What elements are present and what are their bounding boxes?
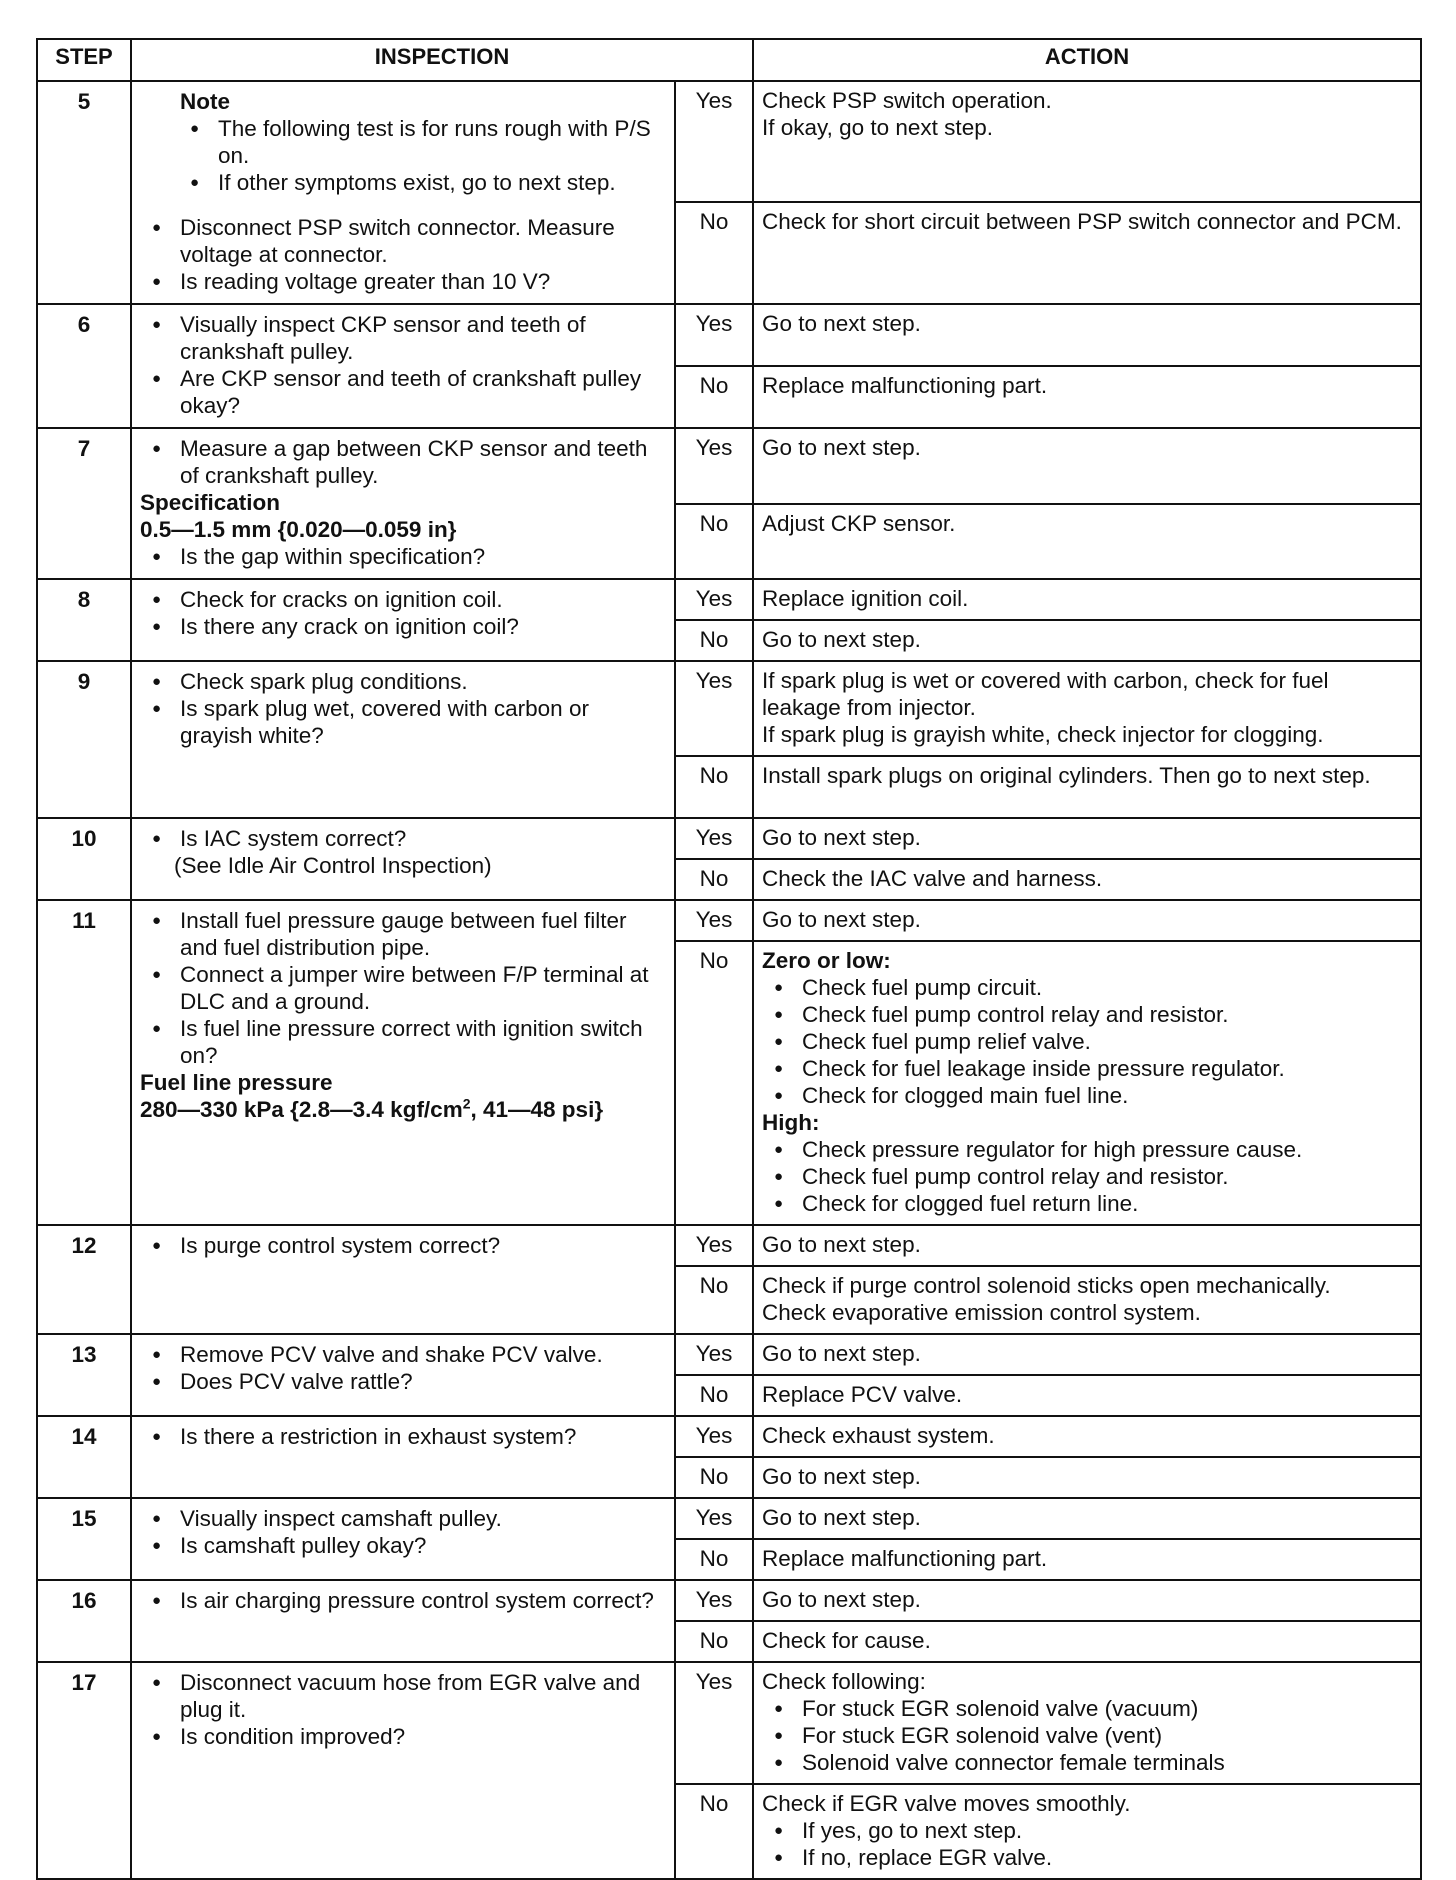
inspection-cell [131, 1416, 675, 1498]
answer-yes: Yes [675, 81, 753, 202]
step-number: 9 [37, 661, 131, 818]
action-yes [753, 304, 1421, 366]
step-number: 14 [37, 1416, 131, 1498]
action-text: Check exhaust system. [762, 1423, 995, 1448]
answer-no: No [675, 756, 753, 818]
note-heading: Note [180, 89, 230, 114]
action-text: Install spark plugs on original cylinders. Then go to next step. [762, 763, 1371, 788]
step-row [37, 1662, 1421, 1784]
action-item: ● Check for clogged fuel return line. [762, 1190, 1412, 1217]
inspection-item: ● Is reading voltage greater than 10 V? [140, 268, 666, 295]
condition-heading: Zero or low: [762, 948, 891, 973]
inspection-item: ● Is there a restriction in exhaust system? [140, 1423, 666, 1450]
action-text: Replace malfunctioning part. [762, 373, 1048, 398]
inspection-cell [131, 81, 675, 304]
step-row [37, 304, 1421, 366]
action-text: Go to next step. [762, 1341, 921, 1366]
action-text: Go to next step. [762, 1464, 921, 1489]
inspection-cell [131, 304, 675, 428]
inspection-item: ● Is spark plug wet, covered with carbon or grayish white? [140, 695, 666, 749]
action-no [753, 756, 1421, 818]
step-number: 6 [37, 304, 131, 428]
inspection-cell [131, 1662, 675, 1879]
step-number: 16 [37, 1580, 131, 1662]
inspection-item: ● Is IAC system correct? [140, 825, 666, 852]
inspection-cell [131, 1225, 675, 1334]
action-item: ● If yes, go to next step. [762, 1817, 1412, 1844]
action-text: Check following: [762, 1669, 926, 1694]
inspection-cell [131, 1498, 675, 1580]
inspection-item: ● Is there any crack on ignition coil? [140, 613, 666, 640]
action-text: Go to next step. [762, 907, 921, 932]
answer-no: No [675, 366, 753, 428]
answer-no: No [675, 202, 753, 304]
action-item: ● If no, replace EGR valve. [762, 1844, 1412, 1871]
step-number: 10 [37, 818, 131, 900]
action-no [753, 620, 1421, 661]
action-yes [753, 81, 1421, 202]
answer-no: No [675, 1375, 753, 1416]
inspection-item: ● Visually inspect camshaft pulley. [140, 1505, 666, 1532]
action-no [753, 366, 1421, 428]
action-yes [753, 661, 1421, 756]
step-row [37, 1225, 1421, 1266]
spec-value: 280—330 kPa {2.8—3.4 kgf/$cm^2$, 41—48 psi} [140, 1095, 604, 1122]
action-text: Check for short circuit between PSP switch connector and PCM. [762, 208, 1402, 234]
action-yes [753, 1498, 1421, 1539]
action-text: Replace PCV valve. [762, 1382, 963, 1407]
action-item: ● Check for fuel leakage inside pressure regulator. [762, 1055, 1412, 1082]
step-row [37, 661, 1421, 756]
action-text: Check if purge control solenoid sticks open mechanically. [762, 1273, 1331, 1298]
header-inspection: INSPECTION [131, 39, 753, 81]
answer-yes: Yes [675, 818, 753, 859]
action-no [753, 1457, 1421, 1498]
action-yes [753, 900, 1421, 941]
step-row [37, 428, 1421, 504]
inspection-item: ● Measure a gap between CKP sensor and teeth of crankshaft pulley. [140, 435, 666, 489]
inspection-item: ● Check for cracks on ignition coil. [140, 586, 666, 613]
action-yes [753, 428, 1421, 504]
answer-yes: Yes [675, 1334, 753, 1375]
action-text: Go to next step. [762, 825, 921, 850]
action-text: Adjust CKP sensor. [762, 510, 956, 536]
answer-yes: Yes [675, 428, 753, 504]
action-yes [753, 1334, 1421, 1375]
action-text: Check for cause. [762, 1628, 931, 1653]
note-item: ● If other symptoms exist, go to next step. [140, 169, 666, 196]
inspection-item: ● Is camshaft pulley okay? [140, 1532, 666, 1559]
step-row [37, 1334, 1421, 1375]
action-no [753, 941, 1421, 1225]
inspection-cell [131, 1580, 675, 1662]
action-no [753, 504, 1421, 580]
step-row [37, 1416, 1421, 1457]
action-item: ● Check for clogged main fuel line. [762, 1082, 1412, 1109]
action-text: Check if EGR valve moves smoothly. [762, 1791, 1131, 1816]
action-item: ● For stuck EGR solenoid valve (vacuum) [762, 1695, 1412, 1722]
action-yes [753, 818, 1421, 859]
inspection-cell [131, 818, 675, 900]
answer-yes: Yes [675, 579, 753, 620]
action-no [753, 1784, 1421, 1879]
step-number: 11 [37, 900, 131, 1225]
answer-no: No [675, 1621, 753, 1662]
answer-no: No [675, 620, 753, 661]
action-item: ● Check pressure regulator for high pressure cause. [762, 1136, 1412, 1163]
action-item: ● For stuck EGR solenoid valve (vent) [762, 1722, 1412, 1749]
action-text: Go to next step. [762, 435, 921, 460]
inspection-reference: (See Idle Air Control Inspection) [174, 853, 492, 878]
diagnostic-document [36, 38, 1420, 1880]
step-number: 8 [37, 579, 131, 661]
action-item: ● Solenoid valve connector female terminals [762, 1749, 1412, 1776]
action-item: ● Check fuel pump circuit. [762, 974, 1412, 1001]
action-item: ● Check fuel pump control relay and resistor. [762, 1001, 1412, 1028]
answer-no: No [675, 1539, 753, 1580]
action-text: Go to next step. [762, 1232, 921, 1257]
inspection-item: ● Is fuel line pressure correct with ignition switch on? [140, 1015, 666, 1069]
answer-no: No [675, 941, 753, 1225]
header-row [37, 39, 1421, 81]
action-no [753, 1375, 1421, 1416]
action-text: Go to next step. [762, 311, 921, 336]
action-text: Replace ignition coil. [762, 586, 969, 611]
action-text: Go to next step. [762, 1505, 921, 1530]
inspection-item: ● Disconnect vacuum hose from EGR valve and plug it. [140, 1669, 666, 1723]
action-text: Check evaporative emission control system. [762, 1300, 1201, 1325]
answer-yes: Yes [675, 1225, 753, 1266]
step-number: 17 [37, 1662, 131, 1879]
action-yes [753, 579, 1421, 620]
step-row [37, 900, 1421, 941]
action-yes [753, 1580, 1421, 1621]
answer-no: No [675, 504, 753, 580]
step-row [37, 579, 1421, 620]
inspection-item: ● Visually inspect CKP sensor and teeth of crankshaft pulley. [140, 311, 666, 365]
action-yes [753, 1662, 1421, 1784]
action-text: If okay, go to next step. [762, 115, 993, 140]
action-no [753, 859, 1421, 900]
step-row [37, 1498, 1421, 1539]
inspection-item: ● Remove PCV valve and shake PCV valve. [140, 1341, 666, 1368]
inspection-item: ● Is condition improved? [140, 1723, 666, 1750]
inspection-item: ● Does PCV valve rattle? [140, 1368, 666, 1395]
header-step: STEP [37, 39, 131, 81]
step-number: 12 [37, 1225, 131, 1334]
inspection-cell [131, 579, 675, 661]
action-no [753, 1539, 1421, 1580]
inspection-item: ● Is air charging pressure control system correct? [140, 1587, 666, 1614]
action-text: Replace malfunctioning part. [762, 1546, 1048, 1571]
step-number: 15 [37, 1498, 131, 1580]
step-number: 13 [37, 1334, 131, 1416]
inspection-item: ● Install fuel pressure gauge between fuel filter and fuel distribution pipe. [140, 907, 666, 961]
answer-no: No [675, 859, 753, 900]
answer-yes: Yes [675, 1580, 753, 1621]
action-item: ● Check fuel pump relief valve. [762, 1028, 1412, 1055]
action-text: Check the IAC valve and harness. [762, 866, 1103, 891]
answer-yes: Yes [675, 1416, 753, 1457]
answer-yes: Yes [675, 1662, 753, 1784]
step-row [37, 818, 1421, 859]
header-action: ACTION [753, 39, 1421, 81]
action-item: ● Check fuel pump control relay and resistor. [762, 1163, 1412, 1190]
step-number: 7 [37, 428, 131, 579]
note-item: ● The following test is for runs rough with P/S on. [140, 115, 666, 169]
inspection-item: ● Are CKP sensor and teeth of crankshaft pulley okay? [140, 365, 666, 419]
action-text: Go to next step. [762, 627, 921, 652]
action-yes [753, 1225, 1421, 1266]
step-row [37, 1580, 1421, 1621]
answer-yes: Yes [675, 661, 753, 756]
action-no [753, 1266, 1421, 1334]
answer-yes: Yes [675, 900, 753, 941]
action-text: Check PSP switch operation. [762, 88, 1052, 113]
inspection-item: ● Is the gap within specification? [140, 543, 666, 570]
answer-yes: Yes [675, 304, 753, 366]
step-row [37, 81, 1421, 202]
action-yes [753, 1416, 1421, 1457]
action-no [753, 202, 1421, 304]
step-number: 5 [37, 81, 131, 304]
diagnostic-table [36, 38, 1422, 1880]
inspection-item: ● Disconnect PSP switch connector. Measure voltage at connector. [140, 214, 666, 268]
inspection-item: ● Check spark plug conditions. [140, 668, 666, 695]
condition-heading: High: [762, 1110, 820, 1135]
spec-value: 0.5—1.5 mm {0.020—0.059 in} [140, 517, 457, 542]
action-text: If spark plug is wet or covered with carbon, check for fuel leakage from injector. [762, 668, 1329, 720]
answer-no: No [675, 1457, 753, 1498]
inspection-cell [131, 900, 675, 1225]
inspection-item: ● Connect a jumper wire between F/P terminal at DLC and a ground. [140, 961, 666, 1015]
action-text: Go to next step. [762, 1587, 921, 1612]
answer-no: No [675, 1266, 753, 1334]
inspection-item: ● Is purge control system correct? [140, 1232, 666, 1259]
inspection-cell [131, 1334, 675, 1416]
answer-yes: Yes [675, 1498, 753, 1539]
answer-no: No [675, 1784, 753, 1879]
action-text: If spark plug is grayish white, check injector for clogging. [762, 722, 1324, 747]
spec-title: Specification [140, 490, 281, 515]
inspection-cell [131, 428, 675, 579]
action-no [753, 1621, 1421, 1662]
spec-title: Fuel line pressure [140, 1070, 333, 1095]
inspection-cell [131, 661, 675, 818]
